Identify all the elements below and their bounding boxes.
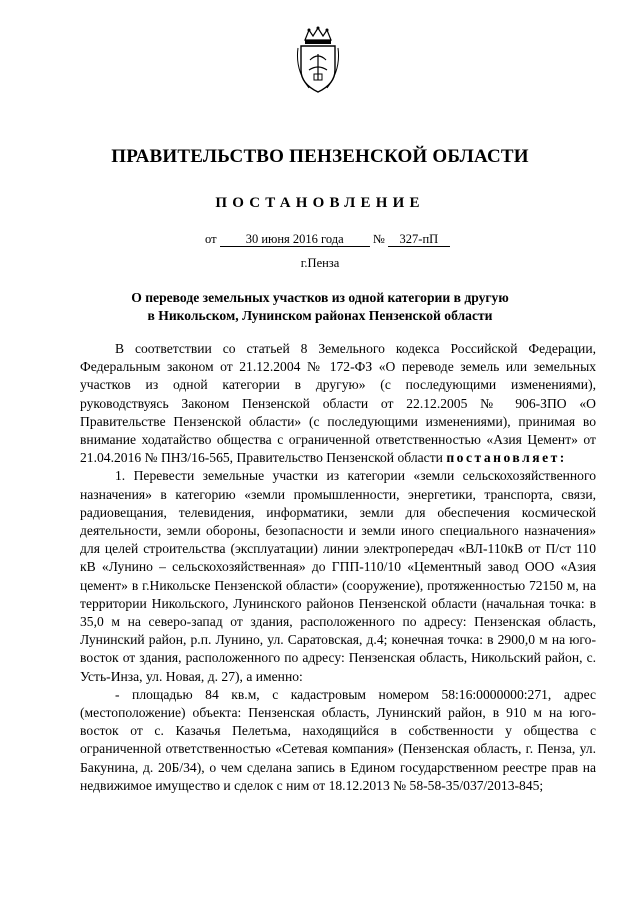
decree-word: постановляет: <box>446 450 567 466</box>
coat-of-arms-icon <box>295 26 341 96</box>
document-city: г.Пенза <box>300 256 340 270</box>
document-date: 30 июня 2016 года <box>220 232 370 247</box>
subject-line-1: О переводе земельных участков из одной категории в другую <box>131 290 509 305</box>
item-1-paragraph: 1. Перевести земельные участки из категории «земли сельскохозяйственного назначения» в категорию «земли промышленности, энергетики, транспорта, связи, радиовещания, телевидения, информатики, земли для обеспечения космической деятельности, земли обороны, безопасности и земли иного специального назначения» для целей строительства (эксплуатации) линии электропередач «ВЛ-110кВ от П/ст 110 кВ «Лунино – сельскохозяйственная» до ГПП-110/10 «Цементный завод ООО «Азия цемент» в г.Никольске Пензенской области» (сооружение), протяженностью 72150 м, на территории Никольского, Лунинского районов Пензенской области (начальная точка: в 35,0 м на северо-запад от здания, расположенного по адресу: Пензенская область, Лунинский район, р.п. Лунино, ул. Саратовская, д.4; конечная точка: в 2900,0 м на юго-восток от здания, расположенного по адресу: Пензенская область, Никольский район, с. Усть-Инза, ул. Новая, д. 27), а именно: <box>80 468 596 684</box>
item-1-subitem-paragraph: - площадью 84 кв.м, с кадастровым номером 58:16:0000000:271, адрес (местоположение) объекта: Пензенская область, Лунинский район, в 910 м на юго-восток от с. Казачья Пелетьма, находящийся в собственности у общества с ограниченной ответственностью «Сетевая компания» (Пензенская область, г. Пенза, ул. Бакунина, д. 20Б/34), о чем сделана запись в Едином государственном реестре прав на недвижимое имущество и сделок с ним от 18.12.2013 № 58-58-35/037/2013-845; <box>80 686 596 793</box>
subject-line-2: в Никольском, Лунинском районах Пензенской области <box>147 308 493 323</box>
document-body <box>80 340 596 795</box>
number-sign: № <box>372 232 385 246</box>
document-subject <box>60 289 580 325</box>
date-prefix: от <box>205 232 217 246</box>
document-type: ПОСТАНОВЛЕНИЕ <box>215 195 425 211</box>
document-number: 327-пП <box>388 232 450 247</box>
government-title: ПРАВИТЕЛЬСТВО ПЕНЗЕНСКОЙ ОБЛАСТИ <box>111 146 529 167</box>
dateline <box>205 232 450 247</box>
preamble-text: В соответствии со статьей 8 Земельного кодекса Российской Федерации, Федеральным законом от 21.12.2004 № 172-ФЗ «О переводе земель или земельных участков из одной категории в другую» (с последующими изменениями), руководствуясь Законом Пензенской области от 22.12.2005 № 906-ЗПО «О Правительстве Пензенской области» (с последующими изменениями), принимая во внимание ходатайство общества с ограниченной ответственностью «Азия Цемент» от 21.04.2016 № ПНЗ/16-565, Правительство Пензенской области <box>80 341 596 466</box>
preamble-paragraph <box>80 340 596 467</box>
